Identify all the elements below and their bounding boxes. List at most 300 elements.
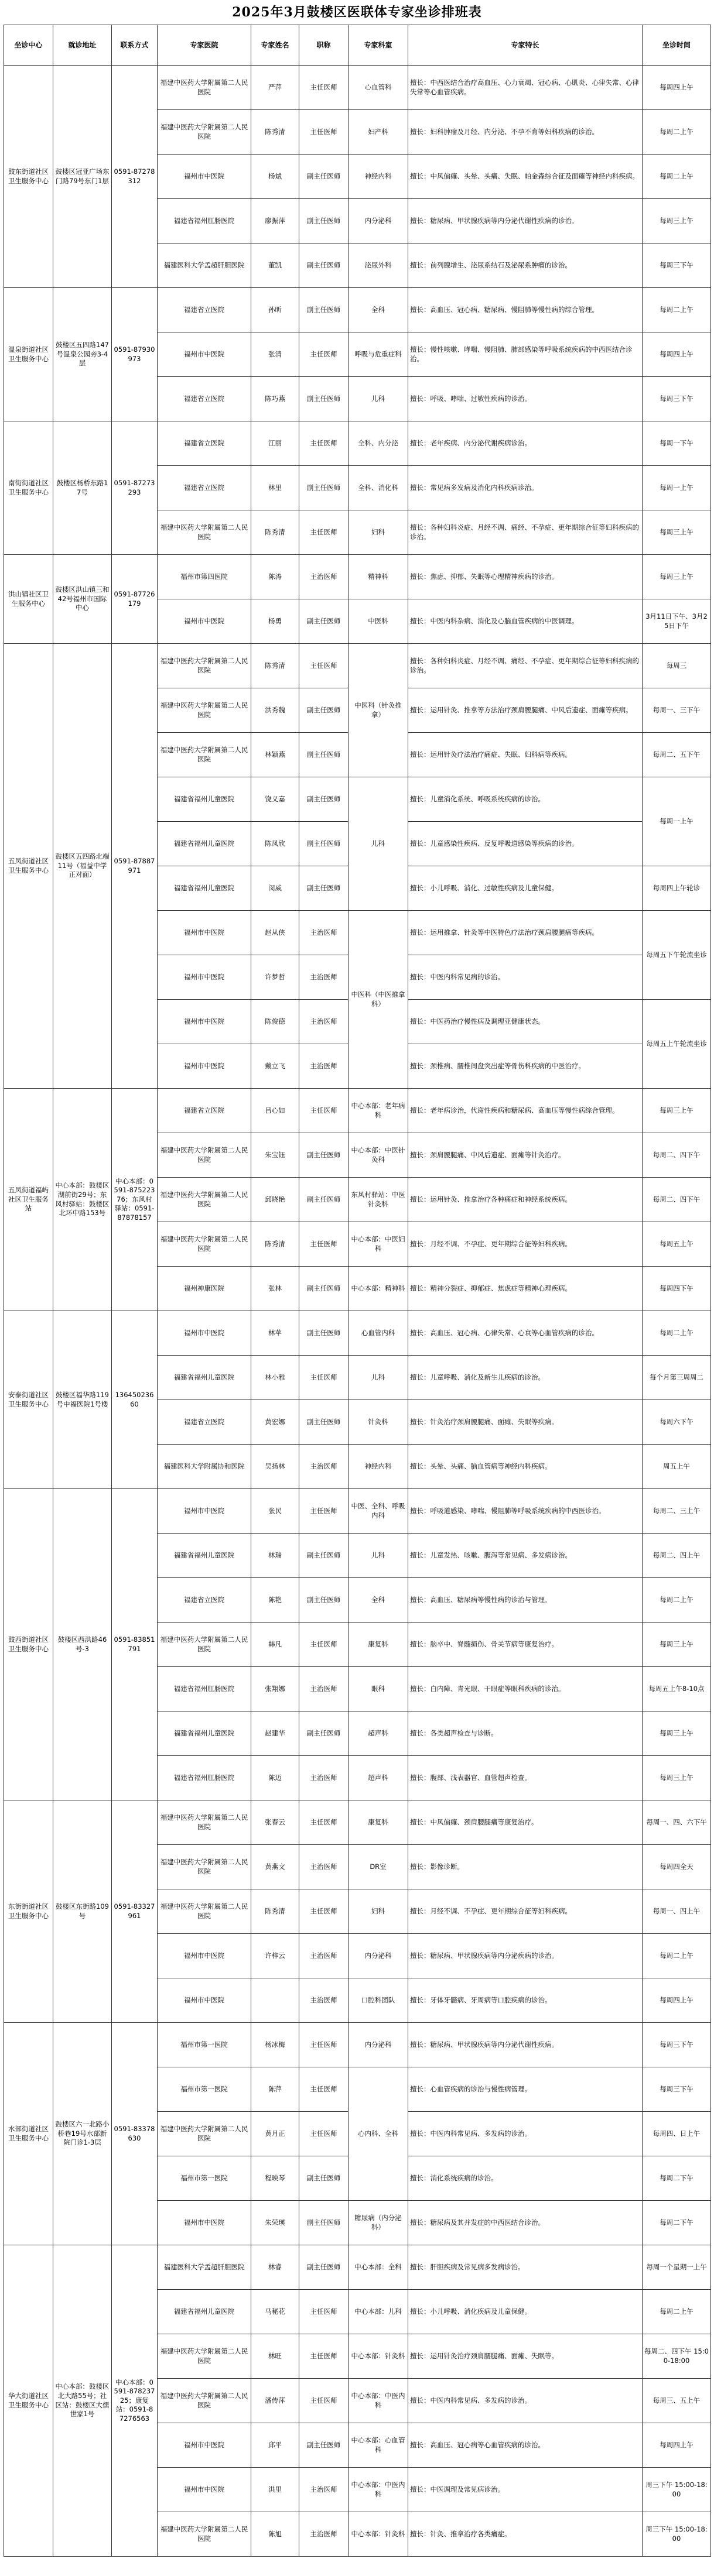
cell-center: 东街街道社区卫生服务中心 [4, 1800, 53, 2023]
cell-title: 副主任医师 [299, 288, 349, 332]
cell-department: 针灸科 [349, 1400, 408, 1445]
cell-title: 主任医师 [299, 2112, 349, 2156]
cell-schedule: 每周二、四下午 [643, 1178, 711, 1222]
cell-schedule: 每周一、四上午 [643, 1889, 711, 1934]
cell-department: 呼吸与危重症科 [349, 332, 408, 377]
cell-department: 超声科 [349, 1711, 408, 1756]
header-department: 专家科室 [349, 25, 408, 66]
cell-specialty: 擅长：中西医结合治疗高血压、心力衰竭、冠心病、心肌炎、心律失常、心律失常等心血管疾病。 [408, 66, 643, 110]
cell-department: 中医科（针灸推拿） [349, 644, 408, 777]
cell-hospital: 福建中医药大学附属第二人民医院 [158, 510, 251, 555]
cell-title: 主治医师 [299, 955, 349, 1000]
cell-hospital: 福建省福州儿童医院 [158, 866, 251, 911]
cell-center: 鼓东街道社区卫生服务中心 [4, 66, 53, 288]
cell-doctor: 陈俊德 [251, 1000, 299, 1044]
cell-schedule: 每周二上午 [643, 1578, 711, 1623]
cell-contact: 中心本部：0591-87823725；康复站：0591-87276563 [112, 2245, 158, 2557]
cell-doctor: 赵建华 [251, 1711, 299, 1756]
cell-doctor: 程映琴 [251, 2156, 299, 2201]
cell-title: 主任医师 [299, 1089, 349, 1133]
cell-department: DR室 [349, 1845, 408, 1889]
cell-schedule: 每周二上午 [643, 1311, 711, 1356]
table-row [4, 66, 711, 110]
cell-schedule: 每周一上午 [643, 466, 711, 510]
cell-title: 副主任医师 [299, 2201, 349, 2245]
cell-department: 儿科 [349, 1534, 408, 1578]
cell-title: 主任医师 [299, 421, 349, 466]
cell-title: 副主任医师 [299, 1578, 349, 1623]
cell-specialty: 擅长：心血管疾病的诊治与慢性病管理。 [408, 2067, 643, 2112]
table-row [4, 2023, 711, 2067]
cell-specialty: 擅长：运用推拿、针灸等中医特色疗法治疗颈肩腰腿痛等疾病。 [408, 911, 643, 955]
cell-department: 全科 [349, 288, 408, 332]
cell-title: 副主任医师 [299, 2245, 349, 2290]
cell-doctor: 张清 [251, 332, 299, 377]
cell-doctor: 陈秀清 [251, 110, 299, 155]
table-row [4, 1800, 711, 1845]
cell-title: 副主任医师 [299, 1178, 349, 1222]
cell-doctor: 杨冰梅 [251, 2023, 299, 2067]
cell-specialty: 擅长：呼吸、哮喘、过敏性疾病的诊治。 [408, 377, 643, 421]
schedule-table [4, 25, 711, 2557]
cell-specialty: 擅长：焦虑、抑郁、失眠等心理精神疾病的诊治。 [408, 555, 643, 599]
cell-schedule: 每周五上午8-10点 [643, 1667, 711, 1711]
cell-doctor: 张翔娜 [251, 1667, 299, 1711]
cell-schedule: 每周四上午 [643, 332, 711, 377]
cell-department: 超声科 [349, 1756, 408, 1800]
cell-schedule: 周三下午 15:00-18:00 [643, 2468, 711, 2512]
cell-schedule: 每周一下午 [643, 421, 711, 466]
cell-specialty: 擅长：小儿呼吸、消化、过敏性疾病及儿童保健。 [408, 866, 643, 911]
cell-doctor: 陈秀清 [251, 1222, 299, 1267]
cell-specialty: 擅长：中医内科常见病、多发病的诊治。 [408, 2112, 643, 2156]
cell-contact: 0591-83378630 [112, 2023, 158, 2245]
cell-title: 副主任医师 [299, 599, 349, 644]
table-row [4, 421, 711, 466]
cell-title: 主治医师 [299, 1756, 349, 1800]
cell-title: 主任医师 [299, 110, 349, 155]
cell-department: 康复科 [349, 1800, 408, 1845]
cell-doctor: 陈秀清 [251, 510, 299, 555]
cell-doctor: 陈秀清 [251, 1889, 299, 1934]
cell-contact: 13645023660 [112, 1311, 158, 1489]
cell-specialty: 擅长：前列腺增生、泌尿系结石及泌尿系肿瘤的诊治。 [408, 243, 643, 288]
cell-address: 鼓楼区西洪路46号-3 [53, 1489, 112, 1800]
table-row [4, 2245, 711, 2290]
header-specialty: 专家特长 [408, 25, 643, 66]
cell-doctor: 陈旭 [251, 2512, 299, 2557]
cell-address: 鼓楼区六一北路小桥巷19号水部新院门诊1-3层 [53, 2023, 112, 2245]
cell-department: 精神科 [349, 555, 408, 599]
cell-specialty: 擅长：老年疾病、内分泌代谢疾病诊治。 [408, 421, 643, 466]
cell-department: 神经内科 [349, 155, 408, 199]
cell-schedule: 每周三上午 [643, 555, 711, 599]
cell-schedule: 每周二、三上午 [643, 1489, 711, 1534]
page-title: 2025年3月鼓楼区医联体专家坐诊排班表 [232, 5, 482, 20]
cell-title: 主治医师 [299, 1044, 349, 1089]
cell-doctor: 林颖燕 [251, 733, 299, 777]
cell-doctor: 陈涛 [251, 555, 299, 599]
cell-contact: 0591-87930973 [112, 288, 158, 421]
cell-hospital: 福建中医药大学附属第二人民医院 [158, 2512, 251, 2557]
cell-title: 主治医师 [299, 911, 349, 955]
table-row [4, 288, 711, 332]
cell-specialty: 擅长：儿童感染性疾病、反复呼吸道感染等疾病的诊治。 [408, 822, 643, 866]
cell-hospital: 福建省福州肛肠医院 [158, 1667, 251, 1711]
header-contact: 联系方式 [112, 25, 158, 66]
cell-specialty: 擅长：牙体牙髓病、牙周病等口腔疾病的诊治。 [408, 1978, 643, 2023]
cell-hospital: 福州神康医院 [158, 1267, 251, 1311]
cell-specialty: 擅长：颈椎病、腰椎间盘突出症等骨伤科疾病的中医治疗。 [408, 1044, 643, 1089]
cell-hospital: 福州市中医院 [158, 1000, 251, 1044]
cell-hospital: 福州市中医院 [158, 1044, 251, 1089]
cell-department: 中心本部：中医内科 [349, 2468, 408, 2512]
cell-specialty: 擅长：中医内科常见病的诊治。 [408, 955, 643, 1000]
cell-specialty: 擅长：月经不调、不孕症、更年期综合征等妇科疾病。 [408, 1222, 643, 1267]
cell-address: 鼓楼区杨桥东路17号 [53, 421, 112, 555]
cell-hospital: 福建省立医院 [158, 1400, 251, 1445]
cell-title: 副主任医师 [299, 777, 349, 822]
cell-specialty: 擅长：糖尿病、甲状腺疾病等内分泌代谢性疾病的诊治。 [408, 199, 643, 243]
cell-doctor: 潘传萍 [251, 2379, 299, 2423]
cell-specialty: 擅长：高血压、糖尿病等慢性病的诊治与管理。 [408, 1578, 643, 1623]
cell-doctor: 吕心如 [251, 1089, 299, 1133]
cell-contact: 0591-87887971 [112, 644, 158, 1089]
cell-title: 主治医师 [299, 2512, 349, 2557]
cell-title: 主任医师 [299, 1356, 349, 1400]
cell-department: 内分泌科 [349, 2023, 408, 2067]
cell-hospital: 福建中医药大学附属第二人民医院 [158, 1133, 251, 1178]
cell-address: 中心本部：鼓楼区湖前街29号；东风村驿站：鼓楼区北环中路153号 [53, 1089, 112, 1311]
cell-schedule: 每个月第三周周二 [643, 1356, 711, 1400]
cell-title: 副主任医师 [299, 1534, 349, 1578]
cell-specialty: 擅长：运用针灸、推拿等方法治疗颈肩腰腿痛、中风后遗症、面瘫等疾病。 [408, 688, 643, 733]
cell-title: 副主任医师 [299, 688, 349, 733]
cell-title: 主治医师 [299, 1934, 349, 1978]
cell-specialty: 擅长：糖尿病、甲状腺疾病等内分泌疾病的诊治。 [408, 1934, 643, 1978]
cell-specialty: 擅长：头晕、头痛、脑血管病等神经内科疾病。 [408, 1445, 643, 1489]
cell-specialty: 擅长：肝胆疾病及常见病多发病诊治。 [408, 2245, 643, 2290]
header-schedule: 坐诊时间 [643, 25, 711, 66]
cell-department: 泌尿外科 [349, 243, 408, 288]
cell-title: 副主任医师 [299, 155, 349, 199]
cell-department: 中心本部：中医针灸科 [349, 1133, 408, 1178]
cell-specialty: 擅长：脑卒中、脊髓损伤、骨关节病等康复治疗。 [408, 1623, 643, 1667]
cell-specialty: 擅长：糖尿病、甲状腺疾病等内分泌代谢性疾病。 [408, 2023, 643, 2067]
cell-title: 副主任医师 [299, 466, 349, 510]
cell-specialty: 擅长：白内障、青光眼、干眼症等眼科疾病的诊治。 [408, 1667, 643, 1711]
cell-hospital: 福建省立医院 [158, 288, 251, 332]
cell-doctor: 董凯 [251, 243, 299, 288]
cell-address: 鼓楼区五四路147号温泉公园旁3-4层 [53, 288, 112, 421]
cell-address: 鼓楼区福华路119号中福医院1号楼 [53, 1311, 112, 1489]
cell-doctor: 陈萍 [251, 2067, 299, 2112]
cell-hospital: 福州市中医院 [158, 911, 251, 955]
cell-schedule: 每周四上午轮诊 [643, 866, 711, 911]
cell-hospital: 福州市中医院 [158, 1934, 251, 1978]
cell-title: 主治医师 [299, 1000, 349, 1044]
cell-contact: 0591-87273293 [112, 421, 158, 555]
cell-schedule: 每周三下午 [643, 377, 711, 421]
cell-hospital: 福建中医药大学附属第二人民医院 [158, 1845, 251, 1889]
cell-department: 中医科（中医推拿科） [349, 911, 408, 1089]
header-center: 坐诊中心 [4, 25, 53, 66]
cell-title: 副主任医师 [299, 2156, 349, 2201]
cell-schedule: 每周二下午 [643, 2156, 711, 2201]
cell-title: 副主任医师 [299, 1400, 349, 1445]
cell-schedule: 每周三下午 [643, 243, 711, 288]
cell-schedule: 每周三上午 [643, 1623, 711, 1667]
cell-hospital: 福建省立医院 [158, 421, 251, 466]
cell-doctor [251, 1978, 299, 2023]
cell-department: 神经内科 [349, 1445, 408, 1489]
table-row [4, 555, 711, 599]
cell-doctor: 黄月正 [251, 2112, 299, 2156]
cell-specialty: 擅长：中风偏瘫、颈肩腰腿痛等康复治疗。 [408, 1800, 643, 1845]
cell-title: 主治医师 [299, 555, 349, 599]
cell-doctor: 黄宏娜 [251, 1400, 299, 1445]
cell-hospital: 福建省福州儿童医院 [158, 777, 251, 822]
cell-schedule: 每周一个星期一上午 [643, 2245, 711, 2290]
cell-schedule: 3月11日下午、3月25日下午 [643, 599, 711, 644]
cell-hospital: 福建中医药大学附属第二人民医院 [158, 1178, 251, 1222]
cell-specialty: 擅长：各种妇科炎症、月经不调、痛经、不孕症、更年期综合征等妇科疾病的诊治。 [408, 510, 643, 555]
cell-hospital: 福州市中医院 [158, 1311, 251, 1356]
cell-hospital: 福建省福州肛肠医院 [158, 199, 251, 243]
cell-specialty: 擅长：消化系统疾病的诊治。 [408, 2156, 643, 2201]
cell-schedule: 每周四下午 [643, 1267, 711, 1311]
cell-hospital: 福州市中医院 [158, 2468, 251, 2512]
cell-department: 中心本部：针灸科 [349, 2512, 408, 2557]
cell-doctor: 陈秀清 [251, 644, 299, 688]
cell-title: 主任医师 [299, 1623, 349, 1667]
cell-specialty: 擅长：慢性咳嗽、哮喘、慢阻肺、肺部感染等呼吸系统疾病的中西医结合诊治。 [408, 332, 643, 377]
cell-contact: 0591-87278312 [112, 66, 158, 288]
cell-department: 中心本部：老年病科 [349, 1089, 408, 1133]
cell-doctor: 林苹 [251, 1311, 299, 1356]
cell-department: 康复科 [349, 1623, 408, 1667]
cell-department: 妇科 [349, 510, 408, 555]
cell-center: 南街街道社区卫生服务中心 [4, 421, 53, 555]
cell-schedule: 每周三上午 [643, 510, 711, 555]
cell-schedule: 每周三上午 [643, 199, 711, 243]
cell-center: 五凤街道社区卫生服务中心 [4, 644, 53, 1089]
cell-title: 主治医师 [299, 1845, 349, 1889]
cell-schedule: 每周一上午 [643, 777, 711, 866]
cell-center: 华大街道社区卫生服务中心 [4, 2245, 53, 2557]
cell-department: 中医科 [349, 599, 408, 644]
cell-hospital: 福建中医药大学附属第二人民医院 [158, 644, 251, 688]
cell-hospital: 福建中医药大学附属第二人民医院 [158, 2379, 251, 2423]
cell-department: 中心本部：中医妇科 [349, 1222, 408, 1267]
cell-title: 主任医师 [299, 1222, 349, 1267]
cell-specialty: 擅长：常见病多发病及消化内科疾病诊治。 [408, 466, 643, 510]
cell-doctor: 张民 [251, 1489, 299, 1534]
cell-specialty: 擅长：中医药治疗慢性病及调理亚健康状态。 [408, 1000, 643, 1044]
cell-department: 全科、内分泌 [349, 421, 408, 466]
cell-schedule: 每周一、三下午 [643, 688, 711, 733]
cell-schedule: 周五上午 [643, 1445, 711, 1489]
table-header-row [4, 25, 711, 66]
cell-specialty: 擅长：针灸、推拿治疗各类痛症。 [408, 2512, 643, 2557]
cell-specialty: 擅长：运用针灸、推拿治疗各种痛症和神经系统疾病。 [408, 1178, 643, 1222]
cell-doctor: 闵威 [251, 866, 299, 911]
cell-specialty: 擅长：高血压、冠心病、心律失常、心衰等心血管疾病的诊治。 [408, 1311, 643, 1356]
cell-doctor: 许梦哲 [251, 955, 299, 1000]
cell-title: 副主任医师 [299, 733, 349, 777]
cell-schedule: 每周三、五上午 [643, 2379, 711, 2423]
cell-schedule: 每周四、日上午 [643, 2112, 711, 2156]
cell-title: 主任医师 [299, 1800, 349, 1845]
cell-hospital: 福建中医药大学附属第二人民医院 [158, 1800, 251, 1845]
cell-hospital: 福州市中医院 [158, 2423, 251, 2468]
cell-title: 主任医师 [299, 1489, 349, 1534]
cell-schedule: 每周二下午 [643, 2201, 711, 2245]
cell-hospital: 福建省立医院 [158, 1089, 251, 1133]
cell-hospital: 福州市第一医院 [158, 2067, 251, 2112]
cell-department: 全科、消化科 [349, 466, 408, 510]
cell-title: 副主任医师 [299, 1267, 349, 1311]
cell-contact: 中心本部：0591-87522376；东风村驿站：0591-87878157 [112, 1089, 158, 1311]
cell-title: 主任医师 [299, 1889, 349, 1934]
cell-schedule: 每周二上午 [643, 288, 711, 332]
cell-address: 鼓楼区五四路北端11号（福益中学正对面） [53, 644, 112, 1089]
cell-address: 鼓楼区洪山镇三和42号福州市国际中心 [53, 555, 112, 644]
header-address: 就诊地址 [53, 25, 112, 66]
cell-specialty: 擅长：老年病诊治，代谢性疾病和糖尿病、高血压等慢性病综合管理。 [408, 1089, 643, 1133]
cell-hospital: 福建医科大学孟超肝胆医院 [158, 243, 251, 288]
cell-title: 主任医师 [299, 332, 349, 377]
cell-doctor: 朱荣瑛 [251, 2201, 299, 2245]
cell-center: 五凤街道福屿社区卫生服务站 [4, 1089, 53, 1311]
cell-doctor: 林瑞 [251, 1534, 299, 1578]
cell-title: 主任医师 [299, 2379, 349, 2423]
cell-hospital: 福建中医药大学附属第二人民医院 [158, 66, 251, 110]
cell-title: 主治医师 [299, 1667, 349, 1711]
cell-department: 内分泌科 [349, 1934, 408, 1978]
cell-title: 副主任医师 [299, 377, 349, 421]
cell-doctor: 朱宝钰 [251, 1133, 299, 1178]
cell-schedule: 每周三上午 [643, 1711, 711, 1756]
cell-title: 主治医师 [299, 1978, 349, 2023]
cell-department: 儿科 [349, 777, 408, 911]
cell-doctor: 张春云 [251, 1800, 299, 1845]
cell-department: 妇产科 [349, 110, 408, 155]
cell-specialty: 擅长：运用针灸疗法治疗痛症、失眠、妇科病等疾病。 [408, 733, 643, 777]
cell-doctor: 陈巧燕 [251, 377, 299, 421]
cell-schedule: 每周三下午 [643, 2023, 711, 2067]
cell-hospital: 福州市中医院 [158, 332, 251, 377]
cell-hospital: 福建中医药大学附属第二人民医院 [158, 1889, 251, 1934]
cell-doctor: 廖振萍 [251, 199, 299, 243]
cell-specialty: 擅长：针灸治疗颈肩腰腿痛、面瘫、失眠等疾病。 [408, 1400, 643, 1445]
cell-doctor: 张林 [251, 1267, 299, 1311]
cell-title: 副主任医师 [299, 1711, 349, 1756]
cell-doctor: 戴立飞 [251, 1044, 299, 1089]
cell-doctor: 林睿 [251, 2245, 299, 2290]
cell-schedule: 每周五上午轮流坐诊 [643, 1000, 711, 1089]
cell-doctor: 陈迈 [251, 1756, 299, 1800]
cell-department: 中心本部：精神科 [349, 1267, 408, 1311]
cell-specialty: 擅长：各种妇科炎症、月经不调、痛经、不孕症、更年期综合征等妇科疾病的诊治。 [408, 644, 643, 688]
cell-department: 内分泌科 [349, 199, 408, 243]
cell-hospital: 福建中医药大学附属第二人民医院 [158, 688, 251, 733]
cell-department: 口腔科团队 [349, 1978, 408, 2023]
cell-title: 主任医师 [299, 644, 349, 688]
cell-hospital: 福建省福州儿童医院 [158, 1534, 251, 1578]
cell-title: 主治医师 [299, 2468, 349, 2512]
header-title: 职称 [299, 25, 349, 66]
cell-doctor: 饶义嘉 [251, 777, 299, 822]
cell-specialty: 擅长：儿童消化系统、呼吸系统疾病的诊治。 [408, 777, 643, 822]
cell-title: 副主任医师 [299, 243, 349, 288]
cell-specialty: 擅长：中医调理及常见病诊治。 [408, 2468, 643, 2512]
cell-address: 鼓楼区冠亚广场东门路79号东门1层 [53, 66, 112, 288]
cell-specialty: 擅长：腹部、浅表器官、血管超声检查。 [408, 1756, 643, 1800]
cell-specialty: 擅长：颈肩腰腿痛、中风后遗症、面瘫等针灸治疗。 [408, 1133, 643, 1178]
cell-department: 心血管内科 [349, 1311, 408, 1356]
cell-hospital: 福州市第四医院 [158, 555, 251, 599]
cell-hospital: 福州市中医院 [158, 955, 251, 1000]
cell-department: 中心本部：中医内科 [349, 2379, 408, 2423]
cell-doctor: 邱晓艳 [251, 1178, 299, 1222]
cell-hospital: 福建中医药大学附属第二人民医院 [158, 733, 251, 777]
cell-center: 洪山镇社区卫生服务中心 [4, 555, 53, 644]
cell-department: 中心本部：针灸科 [349, 2334, 408, 2379]
cell-schedule: 每周二、四下午 [643, 1133, 711, 1178]
cell-specialty: 擅长：中风偏瘫、头晕、头痛、失眠、帕金森综合征及面瘫等神经内科疾病。 [408, 155, 643, 199]
cell-hospital: 福建医科大学附属协和医院 [158, 1445, 251, 1489]
cell-title: 主任医师 [299, 2067, 349, 2112]
table-row [4, 1089, 711, 1133]
cell-doctor: 赵从侠 [251, 911, 299, 955]
cell-doctor: 韩凡 [251, 1623, 299, 1667]
cell-schedule: 每周五上午 [643, 1222, 711, 1267]
cell-doctor: 吴扬林 [251, 1445, 299, 1489]
cell-contact: 0591-83327961 [112, 1800, 158, 2023]
cell-hospital: 福建省福州儿童医院 [158, 1356, 251, 1400]
cell-doctor: 林旺 [251, 2334, 299, 2379]
cell-department: 全科 [349, 1578, 408, 1623]
cell-doctor: 孙昕 [251, 288, 299, 332]
table-row [4, 1489, 711, 1534]
cell-specialty: 擅长：呼吸道感染、哮喘、慢阻肺等呼吸系统疾病的中西医诊治。 [408, 1489, 643, 1534]
cell-doctor: 黄燕文 [251, 1845, 299, 1889]
cell-hospital: 福建省福州肛肠医院 [158, 1756, 251, 1800]
cell-hospital: 福建省立医院 [158, 466, 251, 510]
cell-schedule: 每周二上午 [643, 1934, 711, 1978]
cell-specialty: 擅长：儿童发热、咳嗽、腹泻等常见病、多发病诊治。 [408, 1534, 643, 1578]
cell-title: 副主任医师 [299, 1311, 349, 1356]
cell-schedule: 每周一、四、六下午 [643, 1800, 711, 1845]
table-body [4, 66, 711, 2557]
cell-specialty: 擅长：运用针灸治疗颈肩腰腿痛、面瘫、失眠等。 [408, 2334, 643, 2379]
cell-hospital: 福建中医药大学附属第二人民医院 [158, 110, 251, 155]
cell-doctor: 江丽 [251, 421, 299, 466]
cell-specialty: 擅长：各类超声检查与诊断。 [408, 1711, 643, 1756]
cell-schedule: 每周二上午 [643, 2290, 711, 2334]
cell-hospital: 福建省福州儿童医院 [158, 822, 251, 866]
cell-schedule: 每周三上午 [643, 1756, 711, 1800]
cell-specialty: 擅长：高血压、冠心病等心血管疾病的诊治。 [408, 2423, 643, 2468]
cell-schedule: 每周二、四下午 15:00-18:00 [643, 2334, 711, 2379]
cell-schedule: 每周五下午轮流坐诊 [643, 911, 711, 1000]
cell-specialty: 擅长：儿童呼吸、消化及新生儿疾病的诊治。 [408, 1356, 643, 1400]
cell-department: 东风村驿站：中医针灸科 [349, 1178, 408, 1222]
cell-schedule: 每周三下午 [643, 2067, 711, 2112]
header-hospital: 专家医院 [158, 25, 251, 66]
cell-doctor: 陈凤欣 [251, 822, 299, 866]
